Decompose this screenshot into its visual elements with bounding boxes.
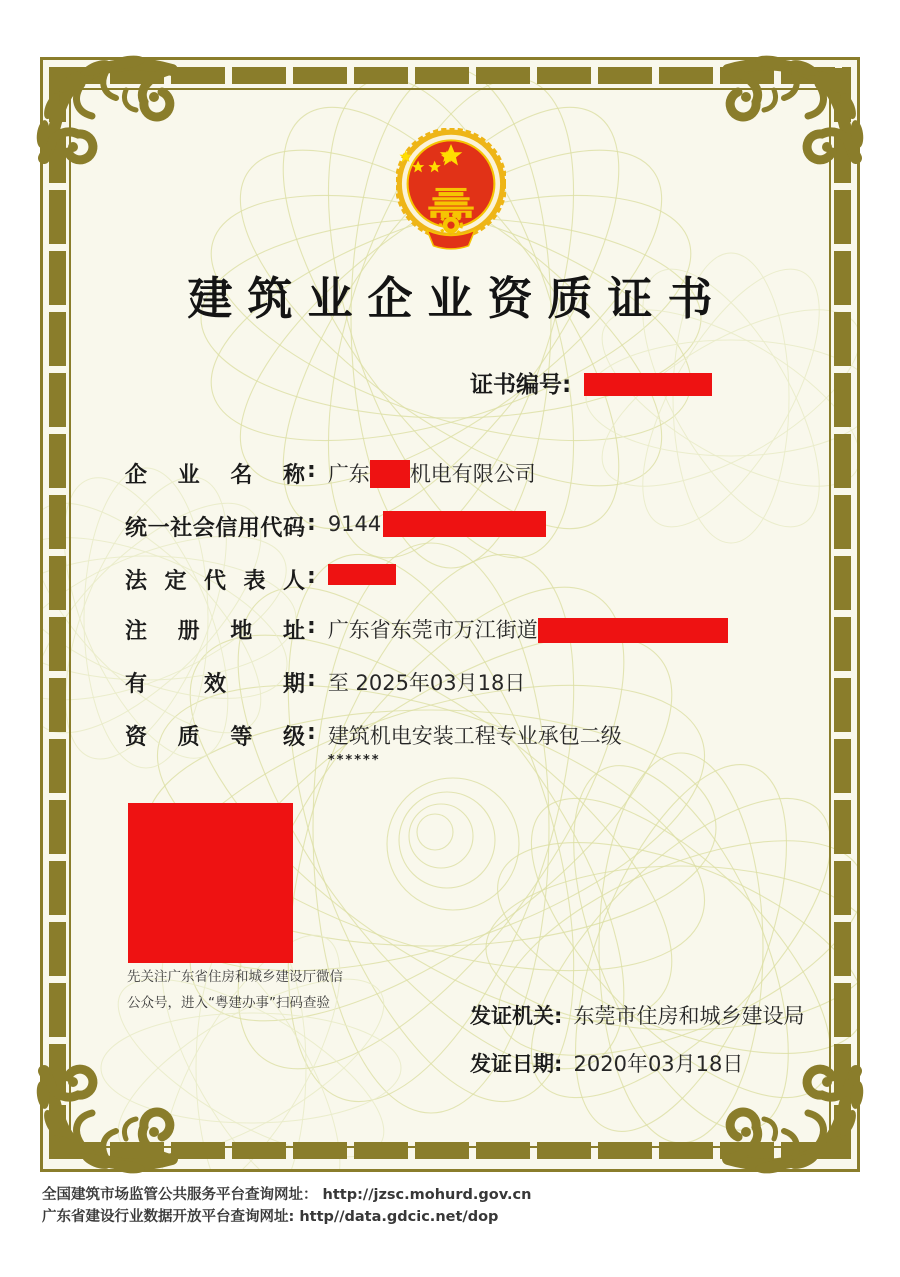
frame-band-right (834, 67, 851, 1159)
field-validity (125, 667, 525, 698)
certificate-number-redaction (584, 373, 712, 396)
field-value: 建筑机电安装工程专业承包二级 (327, 724, 622, 748)
field-label: 法定代表人 (125, 569, 305, 594)
corner-ornament-icon (30, 1029, 180, 1179)
field-credit-code (125, 511, 546, 542)
field-colon: : (307, 667, 316, 692)
field-colon: : (307, 511, 316, 536)
field-value-suffix: 机电有限公司 (409, 462, 536, 486)
redaction-box (383, 511, 546, 537)
field-label: 注册地址 (125, 619, 305, 644)
certificate-number-label: 证书编号 (470, 372, 562, 398)
issue-date-row (470, 1048, 743, 1078)
frame-band-left (49, 67, 66, 1159)
national-emblem-icon (396, 128, 506, 252)
field-colon: : (307, 614, 316, 639)
field-label: 企业名称 (125, 463, 305, 488)
grade-note-asterisks: ****** (327, 753, 381, 768)
issuing-authority-row (470, 1000, 805, 1030)
field-colon: : (307, 458, 316, 483)
corner-ornament-icon (30, 50, 180, 200)
issue-date-value: 2020年03月18日 (573, 1052, 744, 1076)
field-label: 统一社会信用代码 (125, 516, 305, 541)
field-value-prefix: 广东省东莞市万江街道 (327, 618, 538, 642)
qr-caption (127, 964, 343, 1017)
field-colon: : (307, 564, 316, 589)
redaction-box (370, 460, 410, 488)
qr-caption-line1: 先关注广东省住房和城乡建设厅微信 (127, 969, 343, 985)
corner-ornament-icon (720, 50, 870, 200)
field-registered-address (125, 614, 728, 645)
field-colon: : (307, 720, 316, 745)
field-label: 资质等级 (125, 725, 305, 750)
field-value: 至 2025年03月18日 (327, 671, 526, 695)
issuing-authority-value: 东莞市住房和城乡建设局 (573, 1004, 805, 1028)
redaction-box (538, 618, 728, 643)
field-label: 有效期 (125, 672, 305, 697)
field-company-name (125, 458, 536, 489)
certificate-title: 建筑业企业资质证书 (187, 272, 728, 325)
footer-url-line1: 全国建筑市场监管公共服务平台查询网址： http://jzsc.mohurd.gov.cn (42, 1187, 532, 1203)
certificate-number-colon: : (562, 372, 572, 398)
issuing-authority-label: 发证机关 (470, 1004, 554, 1028)
issuing-authority-colon: : (554, 1004, 563, 1028)
footer-url-line2: 广东省建设行业数据开放平台查询网址: http//data.gdcic.net/dop (42, 1209, 499, 1226)
qr-code-redaction (128, 803, 293, 963)
field-legal-representative (125, 564, 396, 595)
field-qualification-grade (125, 720, 622, 768)
qr-caption-line2: 公众号，进入“粤建办事”扫码查验 (127, 995, 330, 1012)
redaction-box (328, 564, 396, 585)
issue-date-label: 发证日期 (470, 1052, 554, 1076)
certificate-number-row (470, 366, 712, 399)
footer-query-urls (42, 1184, 531, 1229)
field-value-prefix: 9144 (327, 512, 382, 536)
issue-date-colon: : (554, 1052, 563, 1076)
field-value-prefix: 广东 (327, 462, 370, 486)
